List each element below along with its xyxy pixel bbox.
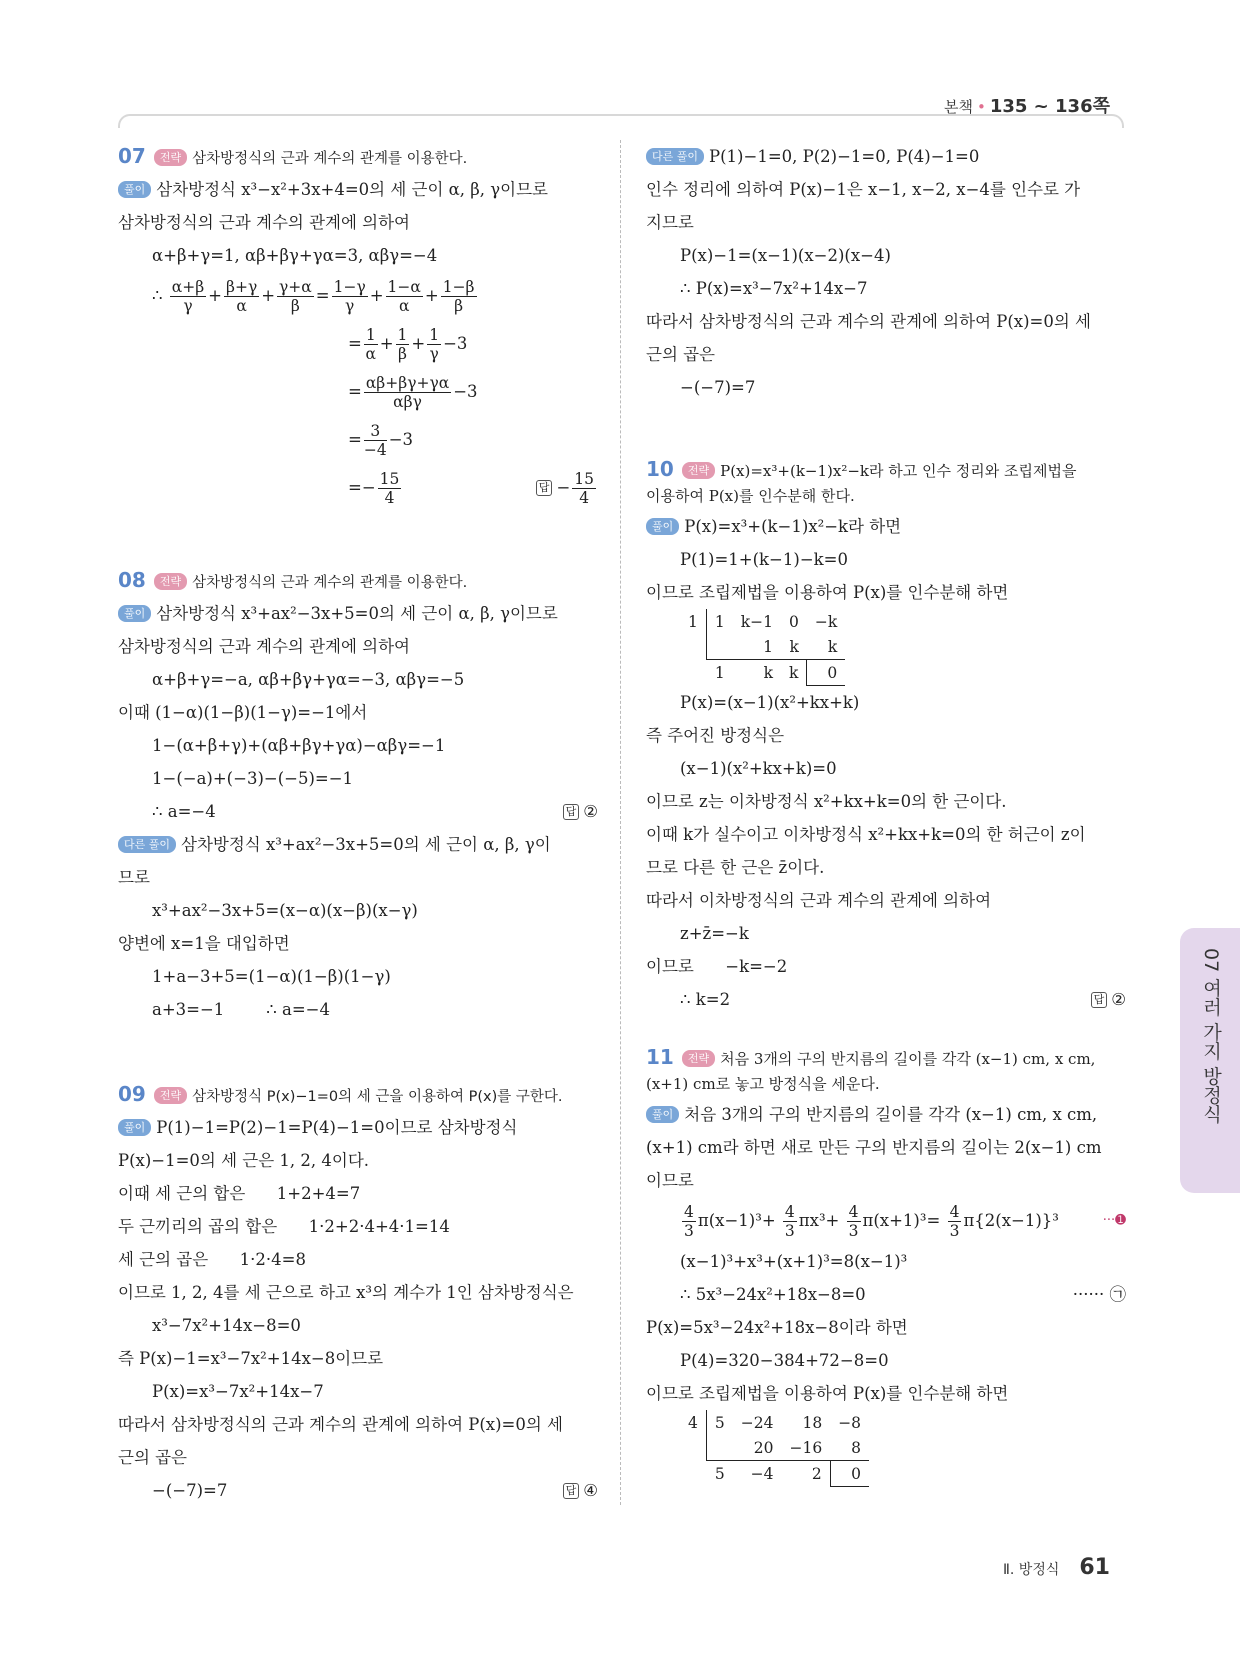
- strategy-tag: 전략: [154, 1087, 187, 1104]
- problem-09-header: [118, 1078, 598, 1111]
- equation-line: P(x)=x³−7x²+14x−7: [152, 1382, 324, 1401]
- text-line: 므로 다른 한 근은 z̄이다.: [646, 858, 825, 877]
- text-line: 이므로 z는 이차방정식 x²+kx+k=0의 한 근이다.: [646, 792, 1007, 811]
- solution-tag: 풀이: [118, 1119, 151, 1136]
- problem-08-header: [118, 564, 598, 597]
- text-line: 근의 곱은: [646, 345, 716, 364]
- chapter-label: 07 여러 가지 방정식: [1200, 948, 1222, 1124]
- page-range: 135 ~ 136쪽: [989, 96, 1110, 117]
- strategy-text: P(x)=x³+(k−1)x²−k라 하고 인수 정리와 조립제법을: [720, 462, 1077, 480]
- strategy-text: 이용하여 P(x)를 인수분해 한다.: [646, 487, 855, 505]
- text-line: 지므로: [646, 213, 694, 232]
- strategy-text: 처음 3개의 구의 반지름의 길이를 각각 (x−1) cm, x cm,: [720, 1050, 1096, 1068]
- strategy-tag: 전략: [682, 462, 715, 479]
- text-line: 따라서 이차방정식의 근과 계수의 관계에 의하여: [646, 891, 992, 910]
- problem-11-header: [646, 1044, 1126, 1071]
- text-line: 처음 3개의 구의 반지름의 길이를 각각 (x−1) cm, x cm,: [684, 1105, 1098, 1124]
- equation-line: ∴ P(x)=x³−7x²+14x−7: [680, 279, 868, 298]
- problem-10-header: [646, 456, 1126, 483]
- chapter-side-tab[interactable]: [1180, 928, 1240, 1193]
- fraction-equation: $\frac{4}{3}$ π(x−1)³+ $\frac{4}{3}$ πx³+ $\frac{4}{3}$ π(x+1)³= $\frac{4}{3}$ π{2(x−1)}³ ···➊: [646, 1197, 1126, 1245]
- strategy-tag: 전략: [682, 1050, 715, 1067]
- text-line: 이므로 조립제법을 이용하여 P(x)를 인수분해 하면: [646, 583, 1009, 602]
- text-line: 이므로 −k=−2: [646, 957, 788, 976]
- text-line: 이므로 1, 2, 4를 세 근으로 하고 x³의 계수가 1인 삼차방정식은: [118, 1283, 574, 1302]
- synthetic-division-table: 4 5 −24 18 −8 20 −16 8 5 −4 2 0: [680, 1410, 869, 1487]
- equation-line: P(4)=320−384+72−8=0: [680, 1351, 889, 1370]
- strategy-text: 삼차방정식의 근과 계수의 관계를 이용한다.: [192, 575, 468, 591]
- book-label: 본책: [944, 98, 973, 116]
- page-number: 61: [1079, 1555, 1110, 1580]
- text-line: 삼차방정식 x³+ax²−3x+5=0의 세 근이 α, β, γ이: [181, 835, 551, 854]
- strategy-text: 삼차방정식 P(x)−1=0의 세 근을 이용하여 P(x)를 구한다.: [192, 1089, 563, 1105]
- equation-line: −(−7)=7: [680, 378, 756, 397]
- answer: 답 − $\frac{15}{4}$: [536, 464, 598, 512]
- text-line: 이때 k가 실수이고 이차방정식 x²+kx+k=0의 한 허근이 z이: [646, 825, 1086, 844]
- strategy-text: 삼차방정식의 근과 계수의 관계를 이용한다.: [192, 151, 468, 167]
- text-line: P(x)=5x³−24x²+18x−8이라 하면: [646, 1318, 908, 1337]
- text-line: 삼차방정식의 근과 계수의 관계에 의하여: [118, 213, 410, 232]
- solution-tag: 풀이: [118, 181, 151, 198]
- problem-number: 07: [118, 144, 146, 168]
- answer: 답 ②: [563, 795, 598, 828]
- equation-line: z+z̄=−k: [680, 924, 749, 943]
- strategy-tag: 전략: [154, 573, 187, 590]
- dot-icon: •: [976, 98, 986, 116]
- strategy-tag: 전략: [154, 149, 187, 166]
- text-line: 따라서 삼차방정식의 근과 계수의 관계에 의하여 P(x)=0의 세: [646, 312, 1091, 331]
- text-line: (x+1) cm라 하면 새로 만든 구의 반지름의 길이는 2(x−1) cm: [646, 1138, 1102, 1157]
- synthetic-division-table: 1 1 k−1 0 −k 1 k k 1 k k 0: [680, 609, 845, 686]
- equation-line: ∴ k=2 답 ②: [646, 983, 1126, 1016]
- fraction-equation: = $\frac{1}{\alpha}$ + $\frac{1}{\beta}$ + $\frac{1}{\gamma}$ −3: [348, 326, 468, 363]
- problem-number: 09: [118, 1082, 146, 1106]
- problem-number: 11: [646, 1045, 674, 1069]
- text-line: 이때 세 근의 합은 1+2+4=7: [118, 1184, 361, 1203]
- equation-line: P(x)=(x−1)(x²+kx+k): [680, 693, 860, 712]
- fraction-equation: = $\frac{3}{-4}$ −3: [348, 422, 414, 459]
- equation-line: 1−(−a)+(−3)−(−5)=−1: [152, 769, 354, 788]
- text-line: 양변에 x=1을 대입하면: [118, 934, 290, 953]
- text-line: 즉 주어진 방정식은: [646, 726, 785, 745]
- text-line: 즉 P(x)−1=x³−7x²+14x−8이므로: [118, 1349, 384, 1368]
- text-line: 삼차방정식 x³−x²+3x+4=0의 세 근이 α, β, γ이므로: [156, 180, 548, 199]
- solution-tag: 풀이: [646, 518, 679, 535]
- left-column: [118, 140, 598, 1507]
- text-line: P(1)−1=0, P(2)−1=0, P(4)−1=0: [709, 147, 980, 166]
- solution-line: [118, 173, 598, 206]
- page-footer: [1003, 1555, 1110, 1580]
- equation-line: P(x)−1=(x−1)(x−2)(x−4): [680, 246, 891, 265]
- equation-line: x³−7x²+14x−8=0: [152, 1316, 301, 1335]
- equation-line: P(1)=1+(k−1)−k=0: [680, 550, 848, 569]
- equation-line: (x−1)(x²+kx+k)=0: [680, 759, 837, 778]
- text-line: 삼차방정식의 근과 계수의 관계에 의하여: [118, 637, 410, 656]
- text-line: 세 근의 곱은 1·2·4=8: [118, 1250, 306, 1269]
- solution-tag: 풀이: [646, 1106, 679, 1123]
- equation-marker: ······ ㉠: [1072, 1285, 1126, 1304]
- problem-07-header: [118, 140, 598, 173]
- equation-line: (x−1)³+x³+(x+1)³=8(x−1)³: [680, 1252, 908, 1271]
- equation-line: x³+ax²−3x+5=(x−α)(x−β)(x−γ): [152, 901, 418, 920]
- equation-line: ∴ a=−4 답 ②: [118, 795, 598, 828]
- right-column: [646, 140, 1126, 1487]
- equation-line: 1+a−3+5=(1−α)(1−β)(1−γ): [152, 967, 391, 986]
- text-line: 삼차방정식 x³+ax²−3x+5=0의 세 근이 α, β, γ이므로: [156, 604, 558, 623]
- step-marker: ···➊: [1102, 1213, 1126, 1228]
- text-line: 근의 곱은: [118, 1448, 188, 1467]
- text-line: 이때 (1−α)(1−β)(1−γ)=−1에서: [118, 703, 368, 722]
- section-label: Ⅱ. 방정식: [1003, 1562, 1060, 1578]
- problem-number: 08: [118, 568, 146, 592]
- equation-line: 1−(α+β+γ)+(αβ+βγ+γα)−αβγ=−1: [152, 736, 446, 755]
- text-line: 두 근끼리의 곱의 합은 1·2+2·4+4·1=14: [118, 1217, 450, 1236]
- fraction-equation: = $\frac{\alpha\beta+\beta\gamma+\gamma\alpha}{\text{αβγ}}$ −3: [348, 374, 478, 411]
- fraction-equation: ∴ $\frac{\alpha+\beta}{\gamma}$ + $\frac{\beta+\gamma}{\alpha}$ + $\frac{\gamma+\alpha}{\beta}$ = $\frac{1-\gamma}{\gamma}$ + $\frac{1-\alpha}{\alpha}$ + $\frac{1-\beta}{\beta}$: [152, 278, 475, 315]
- equation-line: ∴ 5x³−24x²+18x−8=0 ······ ㉠: [646, 1278, 1126, 1311]
- alt-solution-tag: 다른 풀이: [646, 148, 704, 165]
- equation-line: a+3=−1 ∴ a=−4: [152, 1000, 330, 1019]
- text-line: P(x)−1=0의 세 근은 1, 2, 4이다.: [118, 1151, 370, 1170]
- text-line: P(1)−1=P(2)−1=P(4)−1=0이므로 삼차방정식: [156, 1118, 518, 1137]
- text-line: 므로: [118, 868, 150, 887]
- text-line: 이므로: [646, 1171, 694, 1190]
- equation-line: α+β+γ=1, αβ+βγ+γα=3, αβγ=−4: [152, 246, 438, 265]
- equation-line: −(−7)=7 답 ④: [118, 1474, 598, 1507]
- answer: 답 ②: [1091, 983, 1126, 1016]
- strategy-text: (x+1) cm로 놓고 방정식을 세운다.: [646, 1075, 880, 1093]
- column-divider: [620, 140, 621, 1505]
- text-line: 따라서 삼차방정식의 근과 계수의 관계에 의하여 P(x)=0의 세: [118, 1415, 563, 1434]
- answer: 답 ④: [563, 1474, 598, 1507]
- solution-tag: 풀이: [118, 605, 151, 622]
- alt-solution-tag: 다른 풀이: [118, 836, 176, 853]
- top-border: [118, 114, 1124, 128]
- text-line: 인수 정리에 의하여 P(x)−1은 x−1, x−2, x−4를 인수로 가: [646, 180, 1081, 199]
- fraction-equation: =− $\frac{15}{4}$ 답 − $\frac{15}{4}$: [118, 464, 598, 512]
- problem-number: 10: [646, 457, 674, 481]
- text-line: P(x)=x³+(k−1)x²−k라 하면: [684, 517, 902, 536]
- equation-line: α+β+γ=−a, αβ+βγ+γα=−3, αβγ=−5: [152, 670, 465, 689]
- text-line: 이므로 조립제법을 이용하여 P(x)를 인수분해 하면: [646, 1384, 1009, 1403]
